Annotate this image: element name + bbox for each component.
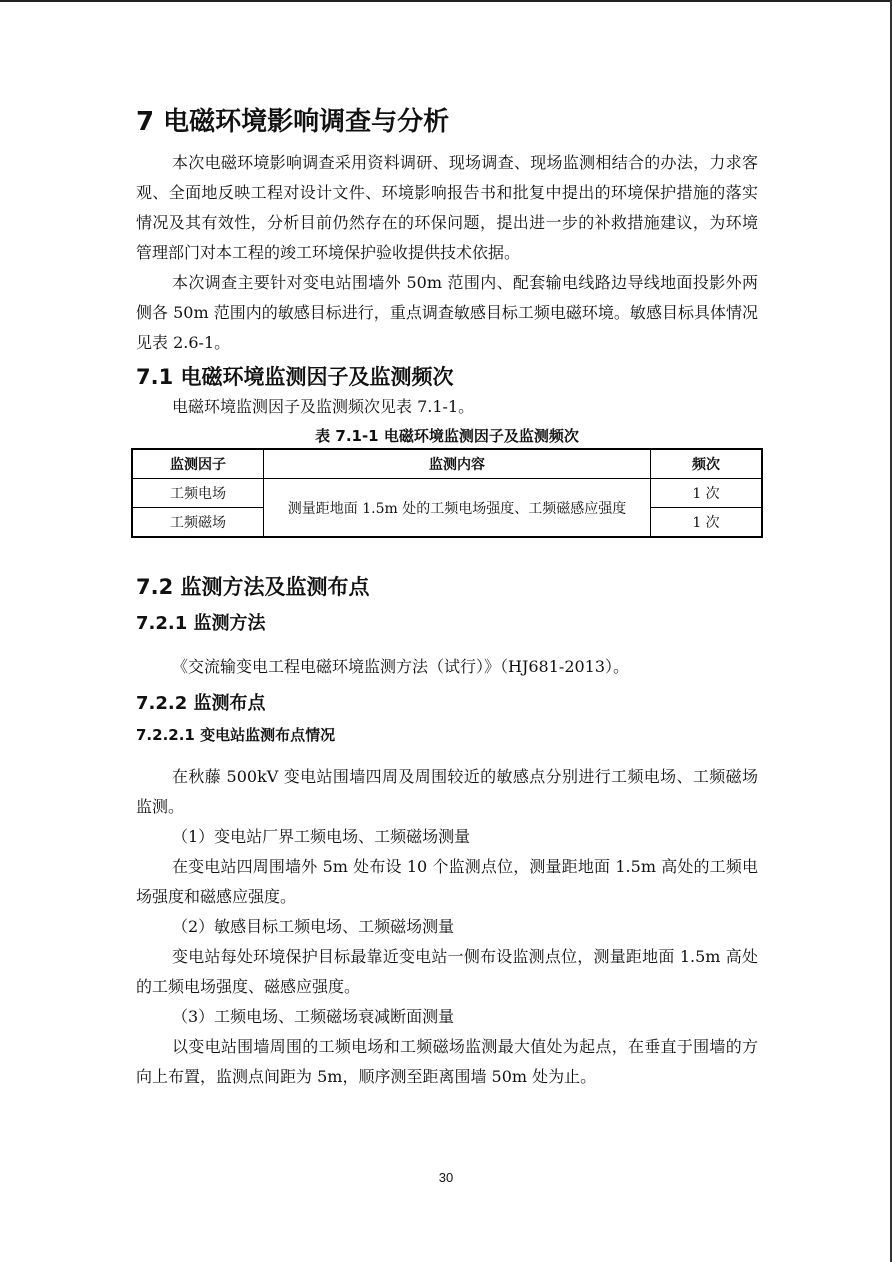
header-frequency: 频次	[651, 449, 763, 479]
cell-content: 测量距地面 1.5m 处的工频电场强度、工频磁感应强度	[264, 479, 651, 538]
section-7-1-text: 电磁环境监测因子及监测频次见表 7.1-1。	[172, 397, 475, 416]
header-content: 监测内容	[264, 449, 651, 479]
list-item-2-text: 变电站每处环境保护目标最靠近变电站一侧布设监测点位，测量距地面 1.5m 高处的工频电场强度、磁感应强度。	[136, 947, 758, 996]
table-header-row	[132, 449, 762, 479]
page-number: 30	[438, 1170, 454, 1185]
cell-frequency: 1 次	[651, 479, 763, 508]
header-factor: 监测因子	[132, 449, 264, 479]
top-border	[0, 0, 892, 2]
section-7-1-title: 7.1 电磁环境监测因子及监测频次	[136, 365, 454, 389]
intro-paragraph-1: 本次电磁环境影响调查采用资料调研、现场调查、现场监测相结合的办法，力求客观、全面地反映工程对设计文件、环境影响报告书和批复中提出的环境保护措施的落实情况及其有效性，分析目前仍然存在的环保问题，提出进一步的补救措施建议，为环境管理部门对本工程的竣工环境保护验收提供技术依据。	[136, 153, 758, 262]
table-row	[132, 479, 762, 508]
section-7-2-2-1-title: 7.2.2.1 变电站监测布点情况	[136, 726, 336, 744]
intro-paragraph-2: 本次调查主要针对变电站围墙外 50m 范围内、配套输电线路边导线地面投影外两侧各 50m 范围内的敏感目标进行，重点调查敏感目标工频电磁环境。敏感目标具体情况见表 2.6-1。	[136, 273, 758, 352]
list-item-1: （1）变电站厂界工频电场、工频磁场测量	[172, 827, 471, 846]
chapter-title: 7 电磁环境影响调查与分析	[136, 107, 450, 137]
list-item-3-text: 以变电站围墙周围的工频电场和工频磁场监测最大值处为起点，在垂直于围墙的方向上布置，监测点间距为 5m，顺序测至距离围墙 50m 处为止。	[136, 1037, 758, 1086]
list-item-2: （2）敏感目标工频电场、工频磁场测量	[172, 917, 455, 936]
list-item-1-text: 在变电站四周围墙外 5m 处布设 10 个监测点位，测量距地面 1.5m 高处的工频电场强度和磁感应强度。	[136, 857, 758, 906]
section-7-2-2-title: 7.2.2 监测布点	[136, 693, 266, 714]
cell-frequency: 1 次	[651, 508, 763, 538]
cell-factor: 工频电场	[132, 479, 264, 508]
substation-paragraph: 在秋藤 500kV 变电站围墙四周及周围较近的敏感点分别进行工频电场、工频磁场监测。	[136, 767, 758, 816]
list-item-3: （3）工频电场、工频磁场衰减断面测量	[172, 1007, 455, 1026]
page-content	[136, 104, 758, 1092]
section-7-2-1-text: 《交流输变电工程电磁环境监测方法（试行）》（HJ681-2013）。	[172, 657, 630, 676]
section-7-2-title: 7.2 监测方法及监测布点	[136, 575, 370, 599]
cell-factor: 工频磁场	[132, 508, 264, 538]
monitoring-table	[131, 448, 763, 538]
section-7-2-1-title: 7.2.1 监测方法	[136, 613, 266, 634]
table-caption: 表 7.1-1 电磁环境监测因子及监测频次	[315, 427, 579, 445]
